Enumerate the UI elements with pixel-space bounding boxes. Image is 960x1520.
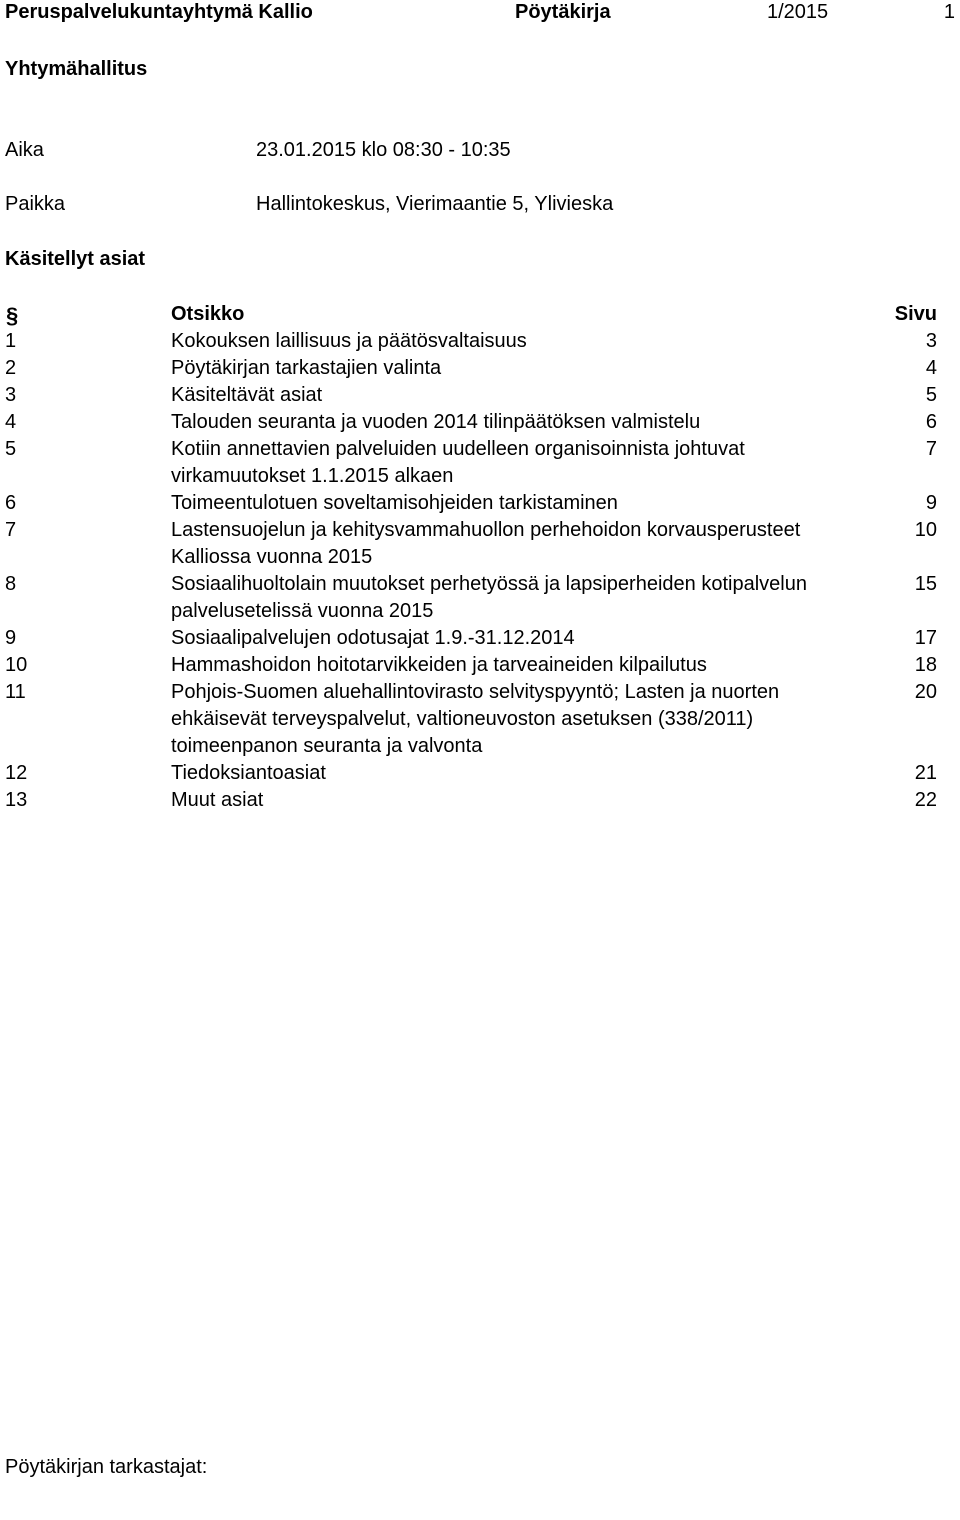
toc-item-number: 1 — [5, 330, 17, 352]
toc-item-title: Kotiin annettavien palveluiden uudelleen organisoinnista johtuvat virkamuutokset 1.1.2015 alkaen — [171, 438, 745, 487]
toc-item-title: Hammashoidon hoitotarvikkeiden ja tarveaineiden kilpailutus — [171, 654, 707, 676]
organization-name: Peruspalvelukuntayhtymä Kallio — [5, 1, 313, 23]
toc-page-header: Sivu — [894, 303, 937, 325]
toc-item-page: 15 — [914, 573, 937, 595]
toc-item-title: Tiedoksiantoasiat — [171, 762, 326, 784]
toc-item-title: Muut asiat — [171, 789, 264, 811]
toc-item-number: 13 — [5, 789, 28, 811]
document-header — [5, 0, 955, 26]
toc-title-header: Otsikko — [171, 303, 245, 325]
meeting-place-value: Hallintokeskus, Vierimaantie 5, Ylivieska — [256, 193, 614, 215]
toc-item-number: 8 — [5, 573, 17, 595]
toc-item — [5, 625, 937, 652]
toc-item-number: 9 — [5, 627, 17, 649]
toc-item — [5, 517, 937, 571]
toc-item — [5, 328, 937, 355]
toc-item — [5, 652, 937, 679]
toc-item-page: 20 — [914, 681, 937, 703]
document-number: 1/2015 — [767, 1, 829, 23]
page-number: 1 — [943, 1, 955, 23]
toc-item — [5, 355, 937, 382]
toc-item-number: 5 — [5, 438, 17, 460]
toc-item-page: 7 — [925, 438, 937, 460]
toc-item-title: Talouden seuranta ja vuoden 2014 tilinpäätöksen valmistelu — [171, 411, 701, 433]
meeting-time-label: Aika — [5, 139, 44, 161]
meeting-place-label: Paikka — [5, 193, 66, 215]
toc-item-page: 18 — [914, 654, 937, 676]
svg-text:§: § — [6, 303, 19, 328]
toc-item-page: 6 — [925, 411, 937, 433]
toc-item-page: 9 — [925, 492, 937, 514]
toc-item-number: 3 — [5, 384, 17, 406]
toc-item-page: 3 — [925, 330, 937, 352]
toc-item-page: 21 — [914, 762, 937, 784]
toc-item-number: 6 — [5, 492, 17, 514]
section-sign-icon — [5, 301, 19, 328]
toc-item-list — [5, 328, 937, 814]
toc-item-title: Lastensuojelun ja kehitysvammahuollon perhehoidon korvausperusteet Kalliossa vuonna 2015 — [171, 519, 801, 568]
toc-item-title: Pöytäkirjan tarkastajien valinta — [171, 357, 442, 379]
section-title: Käsitellyt asiat — [5, 248, 146, 270]
toc-item-page: 17 — [914, 627, 937, 649]
toc-item-title: Pohjois-Suomen aluehallintovirasto selvityspyyntö; Lasten ja nuorten ehkäisevät terveyspalvelut, valtioneuvoston asetuksen (338/2011) toimeenpanon seuranta ja valvonta — [171, 681, 780, 757]
document-type: Pöytäkirja — [515, 1, 611, 23]
toc-item-page: 10 — [914, 519, 937, 541]
toc-item-number: 2 — [5, 357, 17, 379]
toc-item-number: 7 — [5, 519, 17, 541]
toc-item — [5, 679, 937, 760]
toc-header-row — [5, 301, 937, 328]
toc-item-number: 12 — [5, 762, 28, 784]
toc-item — [5, 760, 937, 787]
toc-item — [5, 571, 937, 625]
toc-item-title: Sosiaalihuoltolain muutokset perhetyössä ja lapsiperheiden kotipalvelun palvelusetelissä vuonna 2015 — [171, 573, 807, 622]
toc-item-page: 22 — [914, 789, 937, 811]
toc-item-title: Toimeentulotuen soveltamisohjeiden tarkistaminen — [171, 492, 618, 514]
toc-item-page: 5 — [925, 384, 937, 406]
toc-item — [5, 490, 937, 517]
toc-item-title: Kokouksen laillisuus ja päätösvaltaisuus — [171, 330, 527, 352]
toc-item-number: 4 — [5, 411, 17, 433]
table-of-contents — [5, 301, 937, 814]
toc-item-title: Sosiaalipalvelujen odotusajat 1.9.-31.12.2014 — [171, 627, 575, 649]
toc-item-title: Käsiteltävät asiat — [171, 384, 323, 406]
toc-item-number: 11 — [5, 681, 26, 703]
meeting-time-value: 23.01.2015 klo 08:30 - 10:35 — [256, 139, 511, 161]
toc-item — [5, 436, 937, 490]
governing-body-name: Yhtymähallitus — [5, 58, 148, 80]
toc-item-number: 10 — [5, 654, 28, 676]
minutes-reviewers-label: Pöytäkirjan tarkastajat: — [5, 1456, 208, 1478]
toc-item-page: 4 — [925, 357, 937, 379]
toc-item — [5, 382, 937, 409]
toc-item — [5, 409, 937, 436]
toc-item — [5, 787, 937, 814]
